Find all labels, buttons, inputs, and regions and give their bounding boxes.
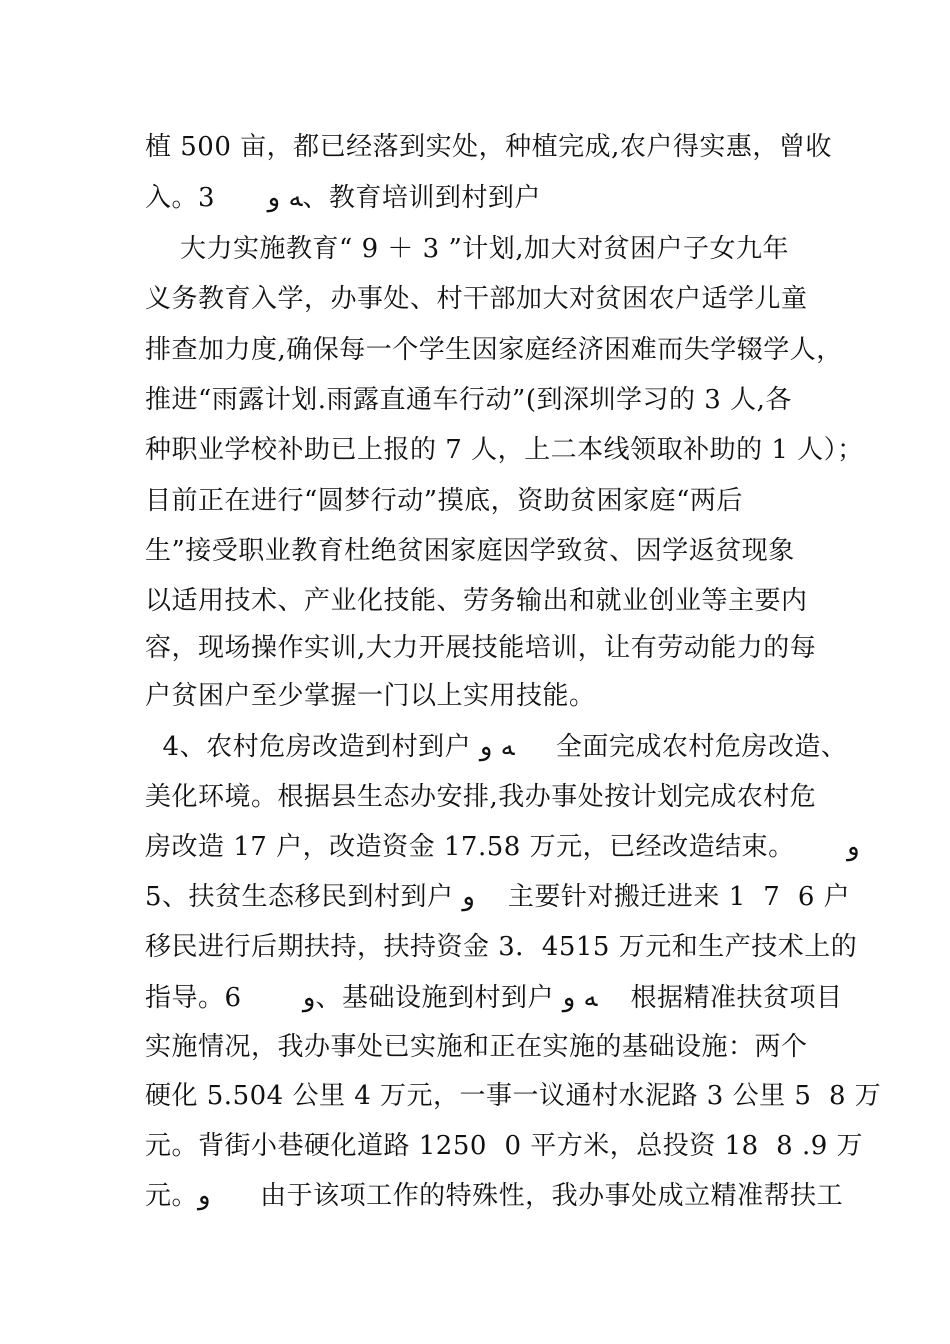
text-line: 5、扶贫生态移民到村到户 و 主要针对搬迁进来 1 7 6 户 <box>145 882 851 912</box>
text-line: 目前正在进行“圆梦行动”摸底，资助贫困家庭“两后 <box>145 486 743 516</box>
text-line: 推进“雨露计划.雨露直通车行动”(到深圳学习的 3 人,各 <box>145 385 792 415</box>
text-line: 植 500 亩，都已经落到实处，种植完成,农户得实惠，曾收 <box>145 132 832 162</box>
text-line: 元。背街小巷硬化道路 1250 0 平方米，总投资 18 8 .9 万 <box>145 1131 864 1161</box>
text-line: 入。3 ﻪ و、教育培训到村到户 <box>145 183 541 213</box>
text-line: 硬化 5.504 公里 4 万元，一事一议通村水泥路 3 公里 5 8 万 <box>145 1081 882 1111</box>
text-line: 大力实施教育“ 9 ＋ 3 ”计划,加大对贫困户子女九年 <box>145 234 790 264</box>
text-line: 户贫困户至少掌握一门以上实用技能。 <box>145 681 596 711</box>
text-line: 元。و 由于该项工作的特殊性，我办事处成立精准帮扶工 <box>145 1181 844 1211</box>
text-line: 房改造 17 户，改造资金 17.58 万元，已经改造结束。 و <box>145 832 860 862</box>
text-line: 排查加力度,确保每一个学生因家庭经济困难而失学辍学人， <box>145 335 843 365</box>
text-line: 义务教育入学，办事处、村干部加大对贫困农户适学儿童 <box>145 284 808 314</box>
text-line: 移民进行后期扶持，扶持资金 3．4515 万元和生产技术上的 <box>145 932 858 962</box>
text-line: 指导。6 و、基础设施到村到户 ﻪ و 根据精准扶贫项目 <box>145 983 843 1013</box>
text-line: 美化环境。根据县生态办安排,我办事处按计划完成农村危 <box>145 782 817 812</box>
text-line: 以适用技术、产业化技能、劳务输出和就业创业等主要内 <box>145 586 808 616</box>
text-line: 容，现场操作实训,大力开展技能培训，让有劳动能力的每 <box>145 633 817 663</box>
text-line: 种职业学校补助已上报的 7 人，上二本线领取补助的 1 人）； <box>145 435 864 465</box>
text-line: 4、农村危房改造到村到户 ﻪ و 全面完成农村危房改造、 <box>145 732 848 762</box>
text-line: 实施情况，我办事处已实施和正在实施的基础设施：两个 <box>145 1032 808 1062</box>
text-line: 生”接受职业教育杜绝贫困家庭因学致贫、因学返贫现象 <box>145 536 795 566</box>
